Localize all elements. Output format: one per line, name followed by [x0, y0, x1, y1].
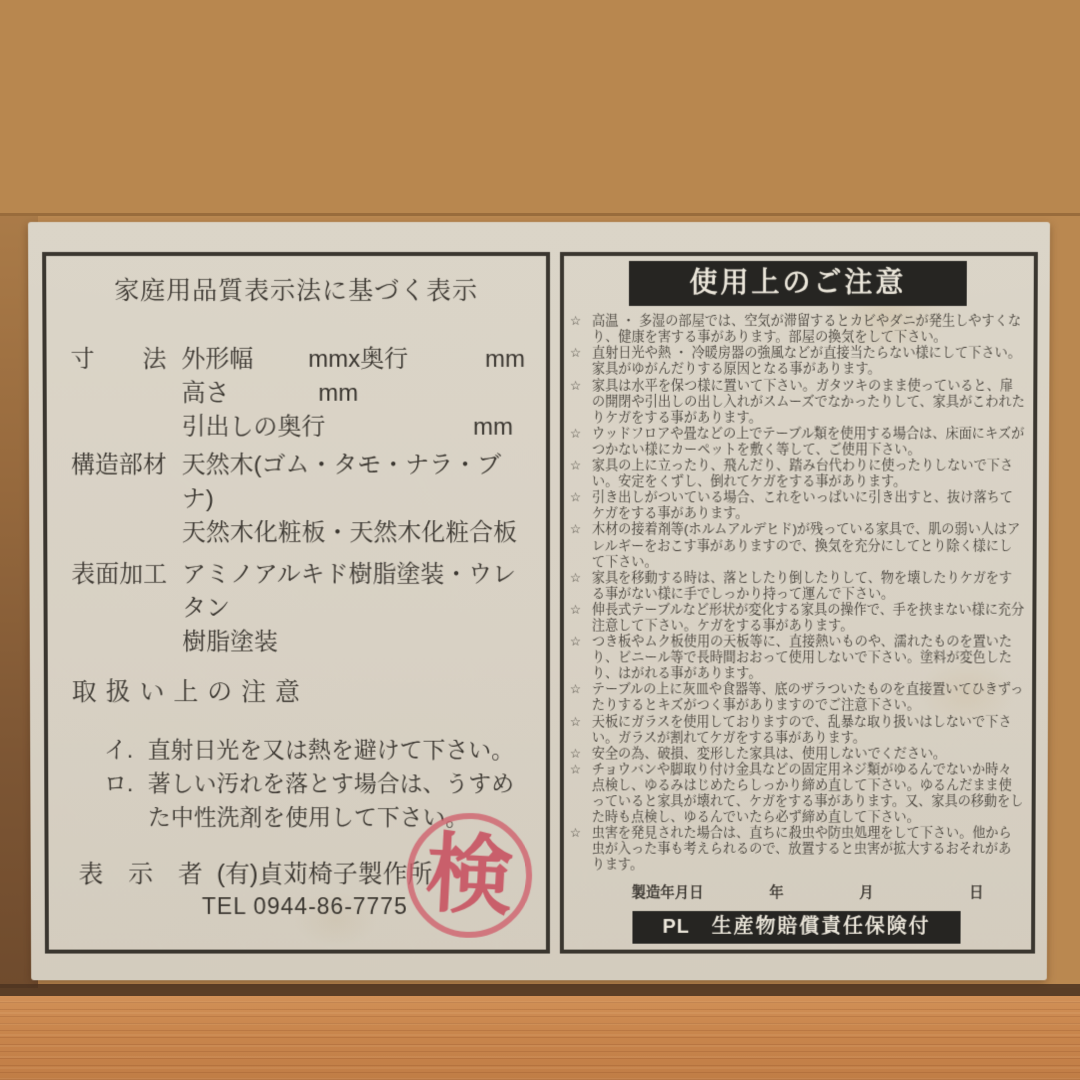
caution-item — [570, 745, 1024, 761]
caution-text: チョウバンや脚取り付け金具などの固定用ネジ類がゆるんでないか時々点検し、ゆるみはじめたらしっかり締め直して下さい。ゆるんだまま使っていると家具が壊れて、ケガをする事があります。又、家具の移動をした時も点検し、ゆるんでいたら必ず締め直して下さい。 — [591, 761, 1024, 825]
dim-width-label: 外形幅 — [181, 345, 254, 373]
surface-line: アミノアルキド樹脂塗装・ウレタン — [181, 561, 517, 622]
caution-text: 天板にガラスを使用しておりますので、乱暴な取り扱いはしないで下さい。ガラスが割れてケガをする事があります。 — [591, 713, 1012, 745]
caution-text: 伸長式テーブルなど形状が変化する家具の操作で、手を挟まない様に充分注意して下さい。ケガをする事があります。 — [591, 601, 1025, 633]
handling-item — [62, 733, 532, 767]
manufacture-date-row — [570, 882, 1024, 903]
dimension-line-drawer-depth — [182, 411, 532, 445]
caution-list — [570, 313, 1026, 873]
manufacture-day-label: 日 — [969, 885, 984, 902]
star-bullet-icon: ☆ — [569, 682, 582, 697]
pl-prefix: PL — [662, 916, 690, 939]
star-bullet-icon: ☆ — [569, 426, 582, 441]
star-bullet-icon: ☆ — [569, 378, 582, 393]
caution-item — [570, 634, 1024, 682]
caution-item — [570, 825, 1024, 873]
caution-item — [570, 714, 1024, 746]
wood-background-top — [0, 0, 1080, 216]
usage-cautions-header: 使用上のご注意 — [629, 261, 967, 306]
surface-line: 樹脂塗装 — [182, 628, 278, 656]
caution-item — [570, 682, 1024, 714]
dim-unit: mm — [485, 345, 526, 373]
dim-drawer-label: 引出しの奥行 — [181, 413, 326, 441]
caution-text: 安全の為、破損、変形した家具は、使用しないでください。 — [591, 745, 947, 761]
star-bullet-icon: ☆ — [569, 346, 582, 361]
wood-board-front — [0, 996, 1080, 1080]
star-bullet-icon: ☆ — [569, 314, 582, 329]
handling-item-text: 著しい汚れを落とす場合は、うすめた中性洗剤を使用して下さい。 — [147, 770, 515, 830]
dim-unit: mm — [318, 379, 359, 407]
quality-label-paper — [28, 222, 1050, 980]
manufacture-date-label: 製造年月日 — [631, 885, 704, 902]
star-bullet-icon: ☆ — [569, 634, 582, 649]
dim-height-label: 高さ — [181, 379, 230, 407]
dimensions-label: 寸 法 — [70, 345, 167, 373]
surface-label: 表面加工 — [71, 561, 168, 588]
structure-label: 構造部材 — [70, 451, 167, 479]
manufacture-month-label: 月 — [859, 885, 874, 902]
structure-section — [61, 449, 532, 551]
caution-text: 直射日光や熱 ・ 冷暖房器の強風などが直接当たらない様にして下さい。家具がゆがんだりする原因となる事があります。 — [591, 345, 1021, 377]
star-bullet-icon: ☆ — [569, 570, 582, 585]
caution-item — [570, 761, 1024, 825]
caution-text: 引き出しがついている場合、これをいっぱいに引き出すと、抜け落ちてケガをする事があります。 — [591, 489, 1013, 521]
dimension-line-width-depth — [181, 343, 532, 377]
issuer-name: (有)貞苅椅子製作所 — [216, 860, 433, 889]
issuer-label: 表 示 者 — [78, 860, 203, 889]
caution-item — [570, 345, 1026, 377]
caution-item — [570, 377, 1025, 425]
caution-item — [570, 602, 1025, 634]
star-bullet-icon: ☆ — [569, 602, 582, 617]
handling-item-no: ロ. — [103, 770, 134, 797]
dimensions-section — [60, 343, 532, 445]
caution-text: 高温 ・ 多湿の部屋では、空気が滞留するとカビやダニが発生しやすくなり、健康を害する事があります。部屋の換気をして下さい。 — [591, 313, 1021, 345]
inspection-stamp-character: 検 — [423, 823, 516, 927]
caution-text: 虫害を発見された場合は、直ちに殺虫や防虫処理をして下さい。他から虫が入った事も考えられるので、放置すると虫害が拡大するおそれがあります。 — [591, 825, 1012, 872]
caution-item — [570, 458, 1025, 490]
issuer-tel: TEL 0944-86-7775 — [201, 893, 408, 919]
caution-text: 家具は水平を保つ様に置いて下さい。ガタツキのまま使っていると、扉の開閉や引出しの出し入れがスムーズでなかったりして、家具がこわれたりケガをする事があります。 — [591, 377, 1025, 425]
quality-label-title: 家庭用品質表示法に基づく表示 — [114, 276, 479, 305]
star-bullet-icon: ☆ — [569, 522, 582, 537]
caution-item — [570, 313, 1026, 345]
caution-text: つき板やムク板使用の天板等に、直接熱いものや、濡れたものを置いたり、ビニール等で長時間おおって使用しないで下さい。塗料が変色したり、はがれる事があります。 — [591, 633, 1013, 681]
handling-item-no: イ. — [103, 736, 134, 763]
star-bullet-icon: ☆ — [569, 762, 582, 777]
dim-unit: mm — [473, 413, 514, 441]
manufacture-year-label: 年 — [769, 885, 784, 902]
caution-text: 家具の上に立ったり、飛んだり、踏み台代わりに使ったりしないで下さい。安定をくずし、倒れてケガをする事があります。 — [591, 457, 1014, 489]
structure-line: 天然木(ゴム・タモ・ナラ・ブナ) — [181, 451, 502, 513]
handling-item-text: 直射日光を又は熱を避けて下さい。 — [147, 736, 515, 763]
dim-depth-label: mmx奥行 — [308, 345, 409, 373]
pl-insurance-text: 生産物賠償責任保険付 — [711, 916, 931, 939]
dimension-line-height — [181, 377, 532, 411]
star-bullet-icon: ☆ — [569, 458, 582, 473]
surface-section — [61, 558, 532, 659]
star-bullet-icon: ☆ — [569, 490, 582, 505]
caution-text: 家具を移動する時は、落としたり倒したりして、物を壊したりケガをする事がない様に手でしっかり持って運んで下さい。 — [591, 569, 1013, 601]
wood-board-shadow-line — [0, 984, 1080, 996]
caution-text: ウッドフロアや畳などの上でテーブル類を使用する場合は、床面にキズがつかない様にカーペットを敷く等して、ご使用下さい。 — [591, 425, 1025, 457]
caution-item — [570, 570, 1025, 602]
pl-insurance-bar — [632, 912, 960, 945]
caution-text: テーブルの上に灰皿や食器等、底のザラついたものを直接置いてひきずったりするとキズがつく事がありますのでご注意下さい。 — [591, 681, 1024, 713]
caution-item — [570, 522, 1025, 570]
caution-item — [570, 425, 1025, 457]
handling-notes-title: 取扱い上の注意 — [71, 678, 309, 707]
caution-text: 木材の接着剤等(ホルムアルデヒド)が残っている家具で、肌の弱い人はアレルギーをおこす事がありますので、換気を充分にしてとり除く様にして下さい。 — [591, 521, 1021, 569]
star-bullet-icon: ☆ — [569, 746, 582, 761]
quality-display-panel — [42, 252, 550, 954]
star-bullet-icon: ☆ — [569, 826, 582, 841]
caution-item — [570, 490, 1025, 522]
star-bullet-icon: ☆ — [569, 714, 582, 729]
structure-line: 天然木化粧板・天然木化粧合板 — [181, 519, 518, 547]
usage-cautions-panel — [560, 252, 1038, 954]
